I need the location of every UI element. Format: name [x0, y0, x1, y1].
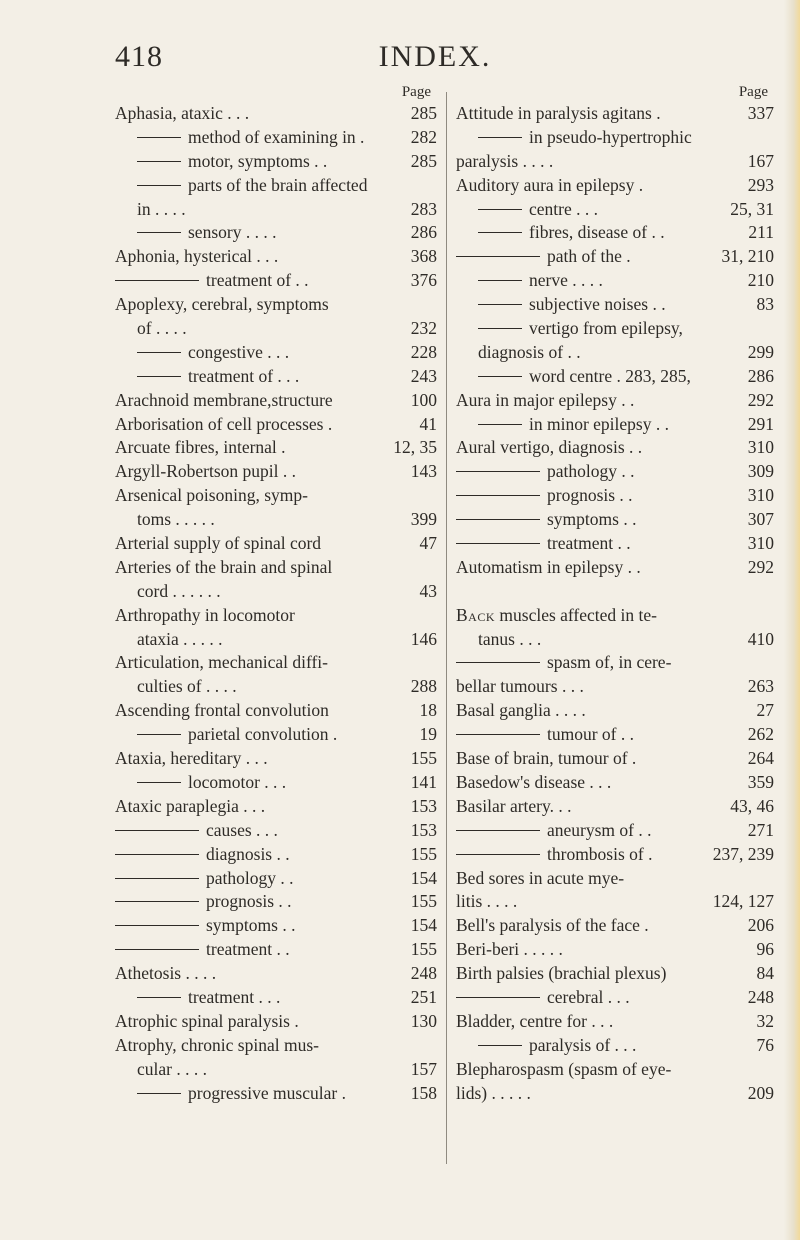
entry-page-ref: 376 — [410, 270, 437, 291]
entry-page-ref: 41 — [419, 413, 437, 434]
entry-text: symptoms . . — [206, 915, 296, 936]
index-entry — [115, 604, 437, 628]
entry-page-ref: 146 — [410, 628, 437, 649]
ditto-dash — [137, 376, 181, 377]
ditto-dash — [478, 1045, 522, 1046]
entry-page-ref: 31, 210 — [721, 246, 774, 267]
ditto-dash — [456, 256, 540, 257]
entry-page-ref: 251 — [410, 986, 437, 1007]
index-entry — [115, 890, 437, 914]
entry-page-ref: 47 — [419, 533, 437, 554]
ditto-dash — [115, 854, 199, 855]
entry-page-ref: 399 — [410, 509, 437, 530]
left-column — [115, 82, 437, 1105]
entry-text: culties of . . . . — [137, 676, 237, 697]
index-entry — [115, 198, 437, 222]
index-entry — [456, 556, 774, 580]
entry-page-ref: 310 — [747, 437, 774, 458]
entry-page-ref: 155 — [410, 939, 437, 960]
entry-text: aneurysm of . . — [547, 819, 652, 840]
entry-text: Bed sores in acute mye- — [456, 867, 625, 888]
index-entry — [456, 174, 774, 198]
ditto-dash — [115, 949, 199, 950]
entry-text: pathology . . — [206, 867, 294, 888]
entry-text: Apoplexy, cerebral, symptoms — [115, 294, 329, 315]
index-entry — [456, 843, 774, 867]
index-entry — [456, 126, 774, 150]
entry-page-ref: 153 — [410, 819, 437, 840]
ditto-dash — [456, 495, 540, 496]
index-entry — [456, 986, 774, 1010]
index-entry — [115, 460, 437, 484]
index-entry — [456, 221, 774, 245]
ditto-dash — [478, 232, 522, 233]
index-entry — [115, 699, 437, 723]
entry-text: Basedow's disease . . . — [456, 771, 612, 792]
index-entry — [456, 508, 774, 532]
index-entry — [456, 1082, 774, 1106]
ditto-dash — [456, 734, 540, 735]
index-entry — [456, 938, 774, 962]
index-entry — [115, 628, 437, 652]
index-entry — [115, 293, 437, 317]
entry-page-ref: 232 — [410, 318, 437, 339]
entry-page-ref: 100 — [410, 389, 437, 410]
index-entry — [115, 1058, 437, 1082]
right-entries — [456, 102, 774, 1105]
index-entry — [456, 436, 774, 460]
entry-text: Birth palsies (brachial plexus) — [456, 963, 667, 984]
page-number: 418 — [115, 40, 163, 73]
entry-text: sensory . . . . — [188, 222, 277, 243]
entry-text: Atrophy, chronic spinal mus- — [115, 1034, 319, 1055]
entry-page-ref: 307 — [747, 509, 774, 530]
index-entry — [115, 580, 437, 604]
index-entry — [456, 198, 774, 222]
entry-page-ref: 271 — [747, 819, 774, 840]
index-entry — [456, 747, 774, 771]
entry-page-ref: 141 — [410, 771, 437, 792]
entry-text: Blepharospasm (spasm of eye- — [456, 1058, 672, 1079]
ditto-dash — [456, 471, 540, 472]
ditto-dash — [115, 925, 199, 926]
entry-text: diagnosis of . . — [478, 341, 581, 362]
entry-page-ref: 83 — [756, 294, 774, 315]
entry-page-ref: 283 — [410, 198, 437, 219]
ditto-dash — [137, 1093, 181, 1094]
index-entry — [456, 675, 774, 699]
entry-text: of . . . . — [137, 318, 187, 339]
entry-text: parts of the brain affected — [188, 174, 368, 195]
entry-text: centre . . . — [529, 198, 598, 219]
index-entry — [115, 651, 437, 675]
entry-text: treatment of . . — [206, 270, 309, 291]
index-entry — [115, 938, 437, 962]
entry-page-ref: 209 — [747, 1082, 774, 1103]
index-entry — [456, 723, 774, 747]
entry-page-ref: 237, 239 — [712, 843, 774, 864]
entry-text: spasm of, in cere- — [547, 652, 672, 673]
entry-page-ref: 288 — [410, 676, 437, 697]
index-entry — [456, 651, 774, 675]
right-column — [456, 82, 774, 1105]
entry-text: locomotor . . . — [188, 771, 287, 792]
entry-page-ref: 243 — [410, 365, 437, 386]
entry-page-ref: 167 — [747, 150, 774, 171]
index-entry — [115, 819, 437, 843]
entry-text: Aphasia, ataxic . . . — [115, 103, 250, 123]
entry-text: Base of brain, tumour of . — [456, 748, 637, 769]
entry-text: Arteries of the brain and spinal — [115, 556, 333, 577]
entry-text: Arborisation of cell processes . — [115, 413, 333, 434]
entry-text: Auditory aura in epilepsy . — [456, 174, 644, 195]
index-entry — [115, 1034, 437, 1058]
ditto-dash — [137, 997, 181, 998]
ditto-dash — [478, 424, 522, 425]
index-entry — [456, 914, 774, 938]
entry-page-ref: 292 — [747, 389, 774, 410]
entry-page-ref: 211 — [748, 222, 774, 243]
index-entry — [456, 699, 774, 723]
entry-text: Arsenical poisoning, symp- — [115, 485, 308, 506]
entry-page-ref: 410 — [747, 628, 774, 649]
entry-text: treatment of . . . — [188, 365, 300, 386]
index-entry — [115, 867, 437, 891]
entry-page-ref: 157 — [410, 1058, 437, 1079]
entry-text: Ataxia, hereditary . . . — [115, 748, 268, 769]
ditto-dash — [456, 854, 540, 855]
entry-text: paralysis of . . . — [529, 1034, 637, 1055]
entry-text: Automatism in epilepsy . . — [456, 556, 641, 577]
index-entry — [456, 484, 774, 508]
index-entry — [115, 508, 437, 532]
entry-text: Arachnoid membrane,structure — [115, 389, 333, 410]
index-entry — [115, 174, 437, 198]
entry-text: Aural vertigo, diagnosis . . — [456, 437, 643, 458]
ditto-dash — [137, 352, 181, 353]
left-entries — [115, 102, 437, 1105]
entry-page-ref: 154 — [410, 867, 437, 888]
entry-text: Bell's paralysis of the face . — [456, 915, 649, 936]
entry-page-ref: 299 — [747, 341, 774, 362]
index-entry — [456, 293, 774, 317]
entry-text: cord . . . . . . — [137, 580, 221, 601]
index-entry — [456, 460, 774, 484]
ditto-dash — [137, 734, 181, 735]
entry-text: motor, symptoms . . — [188, 150, 328, 171]
index-entry — [456, 245, 774, 269]
entry-page-ref: 263 — [747, 676, 774, 697]
entry-page-ref: 309 — [747, 461, 774, 482]
entry-text: tumour of . . — [547, 724, 635, 745]
index-entry — [456, 102, 774, 126]
ditto-dash — [456, 997, 540, 998]
index-entry — [456, 867, 774, 891]
ditto-dash — [115, 830, 199, 831]
entry-page-ref: 124, 127 — [712, 891, 774, 912]
index-entry — [456, 341, 774, 365]
entry-text: Arterial supply of spinal cord — [115, 533, 322, 554]
entry-text: word centre . 283, 285, — [529, 365, 691, 386]
entry-page-ref: 285 — [410, 150, 437, 171]
entry-page-ref: 210 — [747, 270, 774, 291]
entry-text: Argyll-Robertson pupil . . — [115, 461, 296, 482]
entry-page-ref: 155 — [410, 748, 437, 769]
entry-page-ref: 25, 31 — [730, 198, 774, 219]
entry-text: method of examining in . — [188, 126, 365, 147]
entry-text: Basilar artery. . . — [456, 795, 572, 816]
index-entry — [456, 604, 774, 628]
index-entry — [115, 436, 437, 460]
index-entry — [456, 628, 774, 652]
page-edge — [784, 0, 800, 1240]
index-entry — [115, 675, 437, 699]
entry-text: Ataxic paraplegia . . . — [115, 795, 266, 816]
ditto-dash — [478, 304, 522, 305]
index-entry — [456, 269, 774, 293]
entry-page-ref: 286 — [410, 222, 437, 243]
index-entry — [115, 389, 437, 413]
ditto-dash — [478, 376, 522, 377]
entry-page-ref: 286 — [747, 365, 774, 386]
index-entry — [456, 795, 774, 819]
entry-page-ref: 264 — [747, 748, 774, 769]
entry-text: bellar tumours . . . — [456, 676, 584, 697]
entry-page-ref: 155 — [410, 891, 437, 912]
index-entry — [115, 484, 437, 508]
index-entry — [115, 221, 437, 245]
entry-page-ref: 248 — [747, 986, 774, 1007]
ditto-dash — [137, 185, 181, 186]
entry-page-ref: 359 — [747, 771, 774, 792]
running-header — [115, 40, 755, 80]
ditto-dash — [456, 662, 540, 663]
index-entry — [115, 1010, 437, 1034]
entry-page-ref: 291 — [747, 413, 774, 434]
index-entry — [115, 341, 437, 365]
index-entry — [456, 317, 774, 341]
entry-text: fibres, disease of . . — [529, 222, 665, 243]
index-entry — [456, 532, 774, 556]
entry-text: subjective noises . . — [529, 294, 666, 315]
entry-text: Aura in major epilepsy . . — [456, 389, 635, 410]
index-entry — [115, 413, 437, 437]
entry-text: Athetosis . . . . — [115, 963, 217, 984]
entry-text: causes . . . — [206, 819, 278, 840]
entry-page-ref: 43 — [419, 580, 437, 601]
entry-page-ref: 155 — [410, 843, 437, 864]
ditto-dash — [478, 328, 522, 329]
entry-text: litis . . . . — [456, 891, 518, 912]
ditto-dash — [456, 543, 540, 544]
index-entry — [115, 245, 437, 269]
entry-text: congestive . . . — [188, 341, 290, 362]
ditto-dash — [456, 519, 540, 520]
index-entry — [456, 389, 774, 413]
entry-text: Bladder, centre for . . . — [456, 1010, 614, 1031]
index-entry — [115, 843, 437, 867]
index-entry — [115, 771, 437, 795]
ditto-dash — [115, 878, 199, 879]
entry-text: in pseudo-hypertrophic — [529, 126, 692, 147]
entry-text: in . . . . — [137, 198, 186, 219]
entry-text: progressive muscular . — [188, 1082, 346, 1103]
index-entry — [456, 1010, 774, 1034]
entry-page-ref: 84 — [756, 963, 774, 984]
entry-text: nerve . . . . — [529, 270, 603, 291]
entry-text: tanus . . . — [478, 628, 542, 649]
ditto-dash — [478, 137, 522, 138]
entry-text: treatment . . . — [188, 986, 281, 1007]
entry-text: cerebral . . . — [547, 986, 630, 1007]
entry-text: Atrophic spinal paralysis . — [115, 1010, 299, 1031]
entry-text: pathology . . — [547, 461, 635, 482]
entry-text: Beri-beri . . . . . — [456, 939, 563, 960]
ditto-dash — [115, 901, 199, 902]
entry-text: Attitude in paralysis agitans . — [456, 103, 661, 123]
entry-page-ref: 228 — [410, 341, 437, 362]
index-entry — [115, 723, 437, 747]
index-entry — [456, 819, 774, 843]
index-entry — [456, 365, 774, 389]
index-entry — [456, 150, 774, 174]
index-entry — [456, 1058, 774, 1082]
index-entry — [115, 102, 437, 126]
entry-page-ref: 96 — [756, 939, 774, 960]
entry-page-ref: 293 — [747, 174, 774, 195]
entry-page-ref: 154 — [410, 915, 437, 936]
ditto-dash — [478, 209, 522, 210]
entry-page-ref: 310 — [747, 533, 774, 554]
entry-page-ref: 19 — [419, 724, 437, 745]
entry-page-ref: 292 — [747, 556, 774, 577]
ditto-dash — [478, 280, 522, 281]
entry-page-ref: 158 — [410, 1082, 437, 1103]
index-entry — [115, 365, 437, 389]
entry-text: Articulation, mechanical diffi- — [115, 652, 328, 673]
entry-text: Basal ganglia . . . . — [456, 700, 586, 721]
entry-page-ref: 143 — [410, 461, 437, 482]
index-entry — [115, 126, 437, 150]
index-entry — [456, 771, 774, 795]
entry-text: in minor epilepsy . . — [529, 413, 669, 434]
running-title: INDEX. — [378, 40, 492, 73]
entry-text: toms . . . . . — [137, 509, 215, 530]
entry-page-ref: 32 — [756, 1010, 774, 1031]
entry-page-ref: 337 — [747, 103, 774, 123]
entry-page-ref: 43, 46 — [730, 795, 774, 816]
entry-page-ref: 310 — [747, 485, 774, 506]
index-entry — [456, 1034, 774, 1058]
index-entry — [456, 890, 774, 914]
entry-text: prognosis . . — [206, 891, 292, 912]
ditto-dash — [115, 280, 199, 281]
entry-text: Aphonia, hysterical . . . — [115, 246, 279, 267]
entry-text: Back muscles affected in te- — [456, 604, 657, 625]
entry-page-ref: 76 — [756, 1034, 774, 1055]
entry-page-ref: 153 — [410, 795, 437, 816]
entry-text: symptoms . . — [547, 509, 637, 530]
ditto-dash — [137, 137, 181, 138]
entry-text: treatment . . — [547, 533, 631, 554]
entry-text: prognosis . . — [547, 485, 633, 506]
entry-text: Ascending frontal convolution — [115, 700, 329, 721]
entry-page-ref: 18 — [419, 700, 437, 721]
ditto-dash — [456, 830, 540, 831]
entry-text: parietal convolution . — [188, 724, 338, 745]
entry-page-ref: 285 — [410, 103, 437, 123]
entry-page-ref: 282 — [410, 126, 437, 147]
entry-page-ref: 248 — [410, 963, 437, 984]
index-entry — [115, 1082, 437, 1106]
index-entry — [115, 532, 437, 556]
entry-page-ref: 206 — [747, 915, 774, 936]
entry-page-ref: 368 — [410, 246, 437, 267]
ditto-dash — [137, 782, 181, 783]
entry-text: Arthropathy in locomotor — [115, 604, 295, 625]
ditto-dash — [137, 161, 181, 162]
entry-page-ref: 130 — [410, 1010, 437, 1031]
entry-text: cular . . . . — [137, 1058, 207, 1079]
index-entry — [115, 317, 437, 341]
ditto-dash — [137, 232, 181, 233]
entry-text: treatment . . — [206, 939, 290, 960]
entry-text: vertigo from epilepsy, — [529, 318, 683, 339]
index-entry — [115, 556, 437, 580]
index-entry — [115, 795, 437, 819]
entry-text: path of the . — [547, 246, 631, 267]
index-entry — [115, 962, 437, 986]
index-entry — [115, 150, 437, 174]
section-gap — [456, 580, 774, 604]
index-entry — [115, 747, 437, 771]
page-column-label: Page — [738, 84, 768, 100]
entry-page-ref: 12, 35 — [393, 437, 437, 458]
index-entry — [115, 269, 437, 293]
index-entry — [456, 413, 774, 437]
entry-text: diagnosis . . — [206, 843, 290, 864]
entry-text: thrombosis of . — [547, 843, 653, 864]
entry-page-ref: 262 — [747, 724, 774, 745]
index-entry — [456, 962, 774, 986]
entry-text: Arcuate fibres, internal . — [115, 437, 286, 458]
entry-text: ataxia . . . . . — [137, 628, 223, 649]
column-divider — [446, 92, 447, 1164]
index-entry — [115, 914, 437, 938]
index-entry — [115, 986, 437, 1010]
entry-page-ref: 27 — [756, 700, 774, 721]
page-column-label: Page — [401, 84, 431, 100]
entry-text: paralysis . . . . — [456, 150, 554, 171]
entry-text: lids) . . . . . — [456, 1082, 531, 1103]
